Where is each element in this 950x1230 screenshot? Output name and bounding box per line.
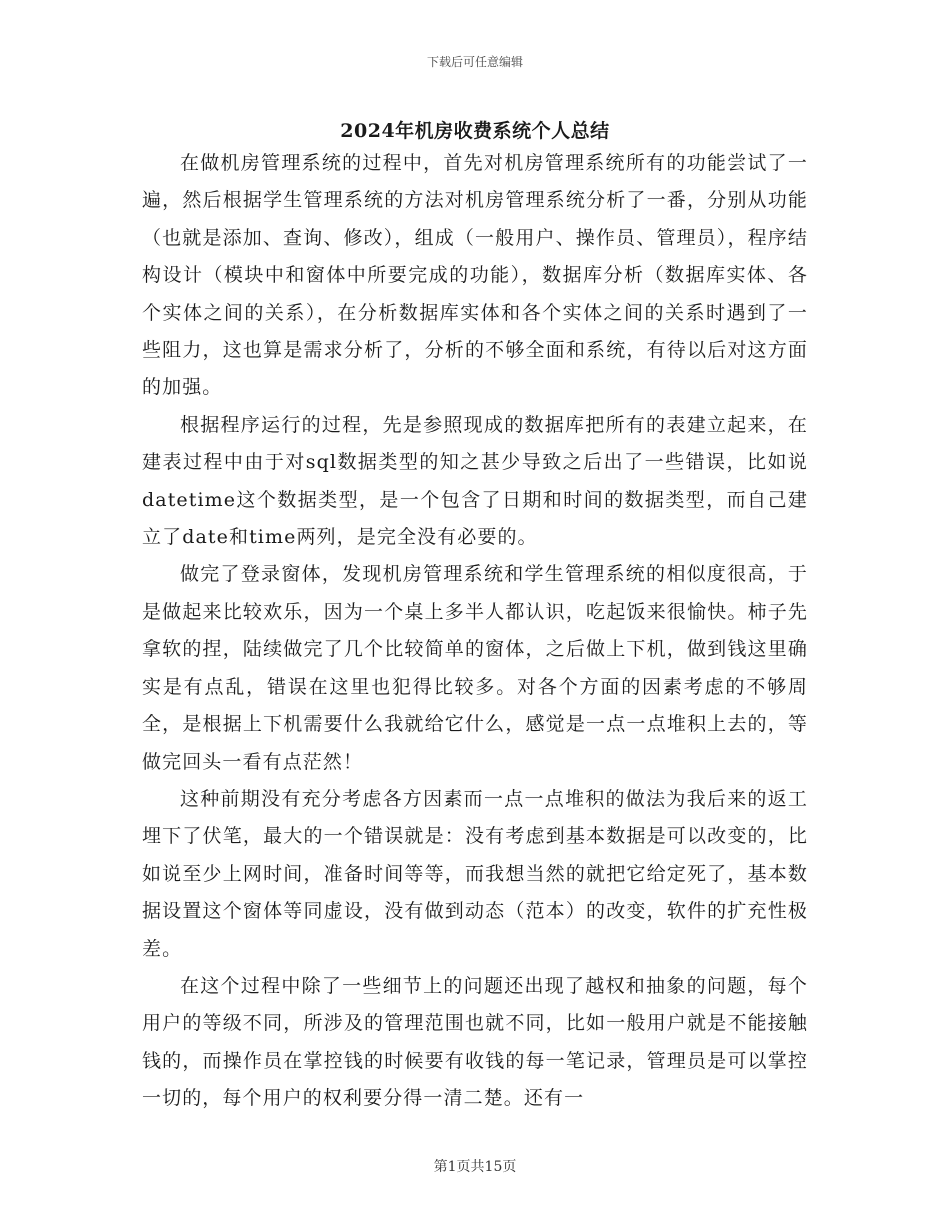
document-title: 2024年机房收费系统个人总结 <box>340 120 610 142</box>
page-number: 第1页共15页 <box>433 1159 517 1175</box>
paragraph-2: 根据程序运行的过程，先是参照现成的数据库把所有的表建立起来，在建表过程中由于对sql数据类型的知之甚少导致之后出了一些错误，比如说datetime这个数据类型，是一个包含了日期和时间的数据类型，而自己建立了date和time两列，是完全没有必要的。 <box>142 413 808 549</box>
paragraph-3: 做完了登录窗体，发现机房管理系统和学生管理系统的相似度很高，于是做起来比较欢乐，因为一个桌上多半人都认识，吃起饭来很愉快。柿子先拿软的捏，陆续做完了几个比较简单的窗体，之后做上下机，做到钱这里确实是有点乱，错误在这里也犯得比较多。对各个方面的因素考虑的不够周全，是根据上下机需要什么我就给它什么，感觉是一点一点堆积上去的，等做完回头一看有点茫然！ <box>142 563 808 773</box>
paragraph-1: 在做机房管理系统的过程中，首先对机房管理系统所有的功能尝试了一遍，然后根据学生管理系统的方法对机房管理系统分析了一番，分别从功能（也就是添加、查询、修改），组成（一般用户、操作员、管理员），程序结构设计（模块中和窗体中所要完成的功能），数据库分析（数据库实体、各个实体之间的关系），在分析数据库实体和各个实体之间的关系时遇到了一些阻力，这也算是需求分析了，分析的不够全面和系统，有待以后对这方面的加强。 <box>142 152 808 399</box>
page-header-note: 下载后可任意编辑 <box>426 55 523 69</box>
paragraph-5: 在这个过程中除了一些细节上的问题还出现了越权和抽象的问题，每个用户的等级不同，所涉及的管理范围也就不同，比如一般用户就是不能接触钱的，而操作员在掌控钱的时候要有收钱的每一笔记录，管理员是可以掌控一切的，每个用户的权利要分得一清二楚。还有一 <box>142 974 808 1110</box>
paragraph-4: 这种前期没有充分考虑各方因素而一点一点堆积的做法为我后来的返工埋下了伏笔，最大的一个错误就是：没有考虑到基本数据是可以改变的，比如说至少上网时间，准备时间等等，而我想当然的就把它给定死了，基本数据设置这个窗体等同虚设，没有做到动态（范本）的改变，软件的扩充性极差。 <box>142 787 808 960</box>
document-body <box>142 145 808 1118</box>
